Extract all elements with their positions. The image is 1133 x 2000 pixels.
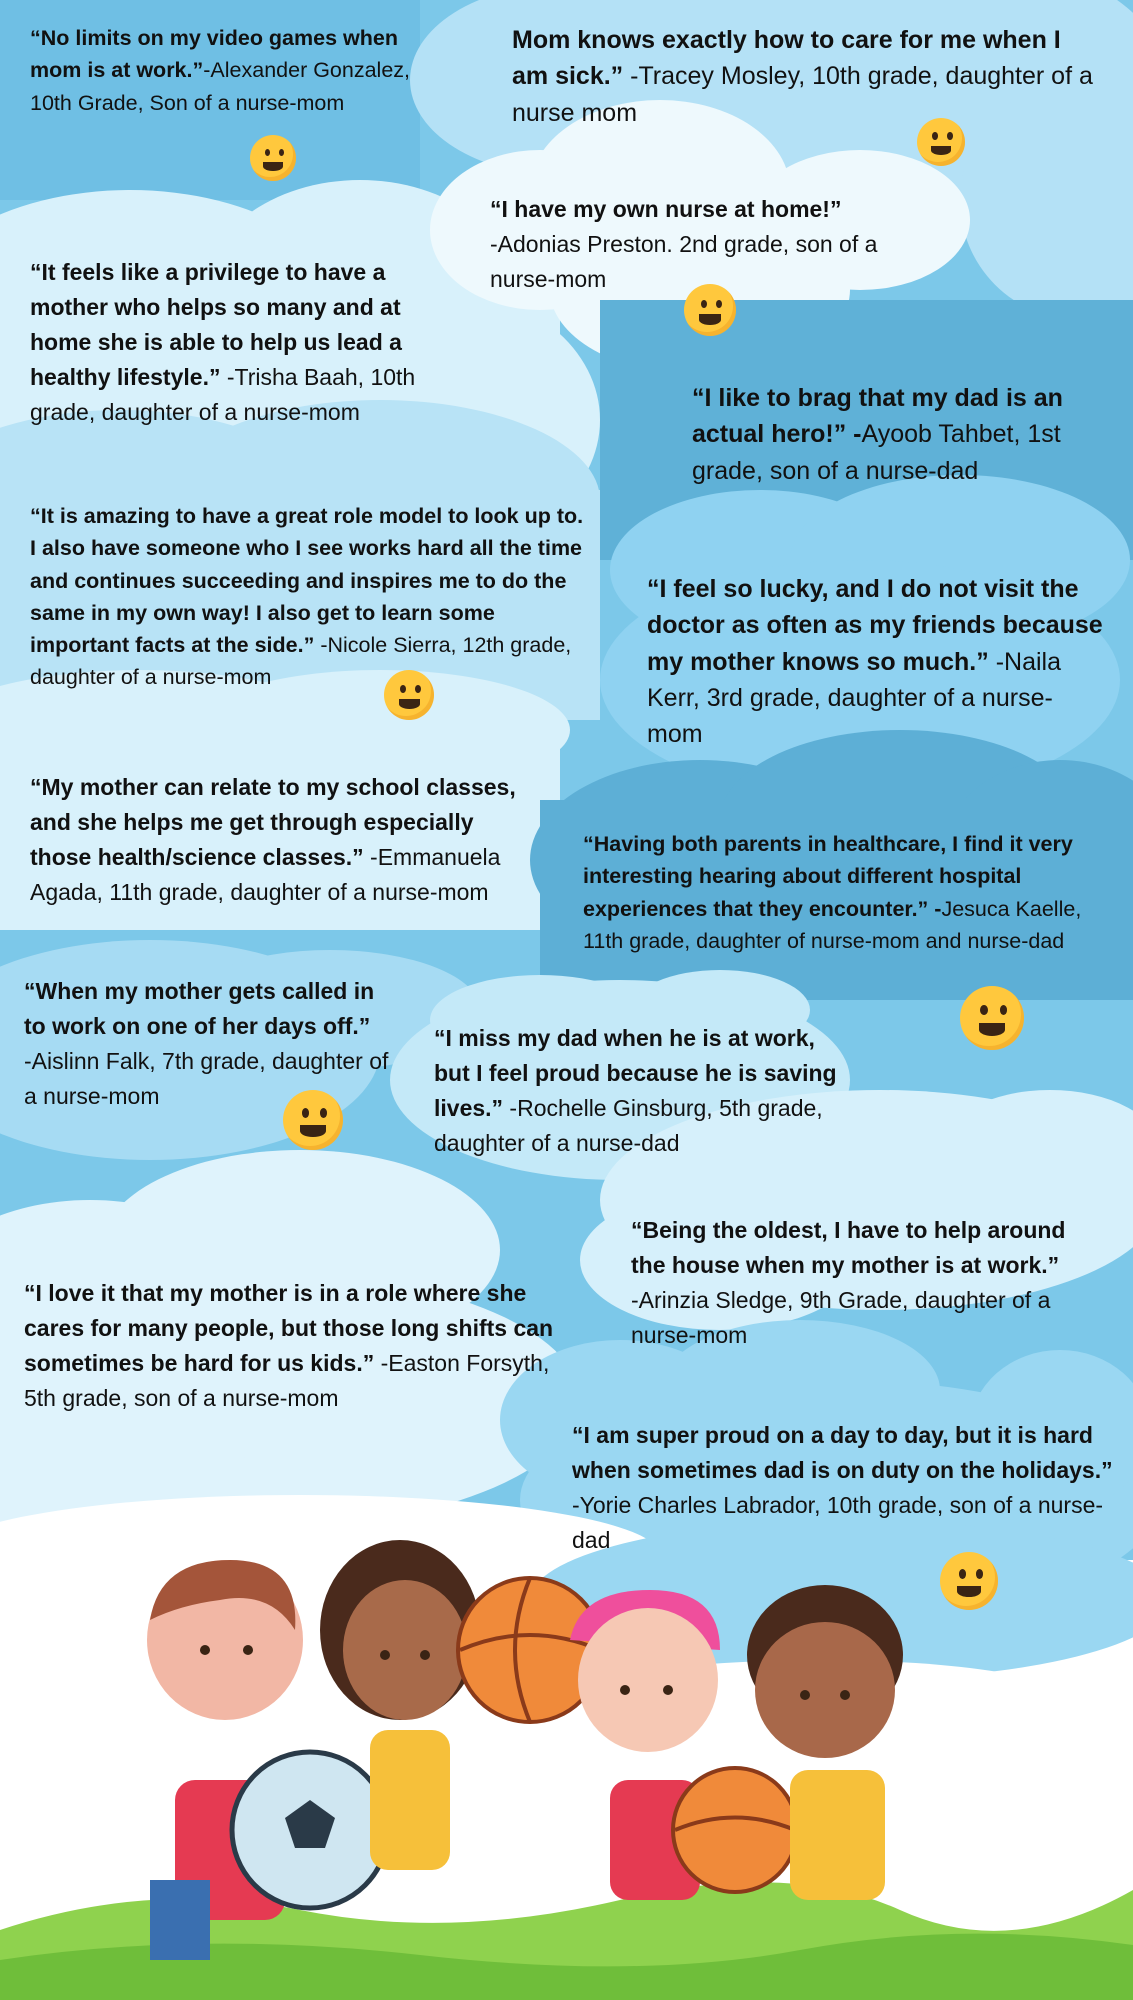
heart-eyes-emoji-icon	[917, 118, 965, 166]
quote-attribution: -Alexander Gonzalez, 10th Grade, Son of a nurse-mom	[30, 58, 410, 115]
quote-text: “Being the oldest, I have to help around the house when my mother is at work.”	[631, 1217, 1066, 1278]
surprised-emoji-icon	[940, 1552, 998, 1610]
grinning-emoji-icon	[960, 986, 1024, 1050]
quote-text: “When my mother gets called in to work on one of her days off.”	[24, 978, 375, 1039]
pleading-emoji-icon	[283, 1090, 343, 1150]
emoji-eye	[716, 300, 722, 308]
quote-attribution: -Arinzia Sledge, 9th Grade, daughter of a nurse-mom	[631, 1286, 1051, 1348]
quote-aislinn-falk	[24, 974, 399, 1114]
quote-text: “My mother can relate to my school classes, and she helps me get through especially those health/science classes.”	[30, 774, 516, 870]
quote-attribution: -Yorie Charles Labrador, 10th grade, son of a nurse-dad	[572, 1491, 1104, 1553]
quote-text: “I love it that my mother is in a role where she cares for many people, but those long shifts can sometimes be hard for us kids.”	[24, 1280, 554, 1376]
emoji-eye	[279, 149, 285, 156]
quote-adonias-preston	[490, 192, 880, 297]
emoji-eye	[701, 300, 707, 308]
emoji-eye	[932, 132, 938, 140]
rolling-laughing-emoji-icon	[250, 135, 296, 181]
quote-text: Mom knows exactly how to care for me when I am sick.”	[512, 26, 1061, 91]
quote-trisha-baah	[30, 255, 450, 430]
quote-attribution: -Aislinn Falk, 7th grade, daughter of a nurse-mom	[24, 1047, 389, 1109]
emoji-eye	[320, 1108, 327, 1118]
quote-attribution: -Tracey Mosley, 10th grade, daughter of a nurse mom	[512, 62, 1093, 127]
quote-text: “I am super proud on a day to day, but it is hard when sometimes dad is on duty on the holidays.”	[572, 1422, 1113, 1483]
quote-yorie-charles-labrador	[572, 1418, 1117, 1558]
emoji-eye	[1000, 1005, 1008, 1015]
quote-text: “I miss my dad when he is at work, but I feel proud because he is saving lives.”	[434, 1025, 837, 1121]
quote-attribution: Ayoob Tahbet, 1st grade, son of a nurse-dad	[692, 420, 1061, 485]
quote-attribution: Jesuca Kaelle, 11th grade, daughter of nurse-mom and nurse-dad	[583, 896, 1082, 953]
quote-attribution: -Nicole Sierra, 12th grade, daughter of a nurse-mom	[30, 633, 572, 690]
quote-naila-kerr	[647, 571, 1107, 752]
emoji-eye	[959, 1569, 966, 1578]
quote-emmanuela-agada	[30, 770, 540, 910]
emoji-eye	[400, 685, 406, 693]
quote-text: “I like to brag that my dad is an actual hero!” -	[692, 384, 1063, 449]
quote-easton-forsyth	[24, 1276, 564, 1416]
quote-attribution: -Emmanuela Agada, 11th grade, daughter of a nurse-mom	[30, 843, 501, 905]
quote-attribution: -Naila Kerr, 3rd grade, daughter of a nurse-mom	[647, 647, 1061, 748]
quote-attribution: -Easton Forsyth, 5th grade, son of a nurse-mom	[24, 1349, 550, 1411]
quote-text: “I have my own nurse at home!”	[490, 196, 842, 222]
star-struck-emoji-icon	[384, 670, 434, 720]
quote-attribution: -Adonias Preston. 2nd grade, son of a nurse-mom	[490, 230, 878, 292]
quote-text: “It is amazing to have a great role model to look up to. I also have someone who I see works hard all the time and continues succeeding and inspires me to do the same in my own way! I also get to learn some important facts at the side.”	[30, 504, 584, 657]
quote-attribution: -Rochelle Ginsburg, 5th grade, daughter of a nurse-dad	[434, 1094, 823, 1156]
emoji-eye	[302, 1108, 309, 1118]
quote-alexander-gonzalez	[30, 22, 430, 119]
emoji-mouth	[300, 1125, 325, 1137]
emoji-eye	[976, 1569, 983, 1578]
emoji-eye	[265, 149, 271, 156]
quote-text: “It feels like a privilege to have a mother who helps so many and at home she is able to help us lead a healthy lifestyle.”	[30, 259, 402, 390]
quote-tracey-mosley	[512, 22, 1102, 131]
emoji-eye	[947, 132, 953, 140]
quote-nicole-sierra	[30, 500, 585, 694]
emoji-mouth	[263, 162, 282, 171]
quote-rochelle-ginsburg	[434, 1021, 854, 1161]
quote-arinzia-sledge	[631, 1213, 1101, 1353]
quote-text: “I feel so lucky, and I do not visit the doctor as often as my friends because my mother knows so much.”	[647, 575, 1103, 676]
quote-text: “Having both parents in healthcare, I find it very interesting hearing about different hospital experiences that they encounter.” -	[583, 832, 1073, 921]
emoji-mouth	[399, 699, 420, 709]
emoji-mouth	[979, 1023, 1006, 1036]
emoji-mouth	[957, 1586, 981, 1598]
grinning-emoji-icon	[684, 284, 736, 336]
quote-ayoob-tahbet	[692, 380, 1092, 489]
quote-text: “No limits on my video games when mom is at work.”	[30, 26, 398, 83]
quote-jesuca-kaelle	[583, 828, 1098, 957]
emoji-mouth	[931, 146, 951, 156]
quote-attribution: -Trisha Baah, 10th grade, daughter of a nurse-mom	[30, 363, 416, 425]
emoji-mouth	[699, 314, 721, 324]
emoji-eye	[980, 1005, 988, 1015]
emoji-eye	[415, 685, 421, 693]
